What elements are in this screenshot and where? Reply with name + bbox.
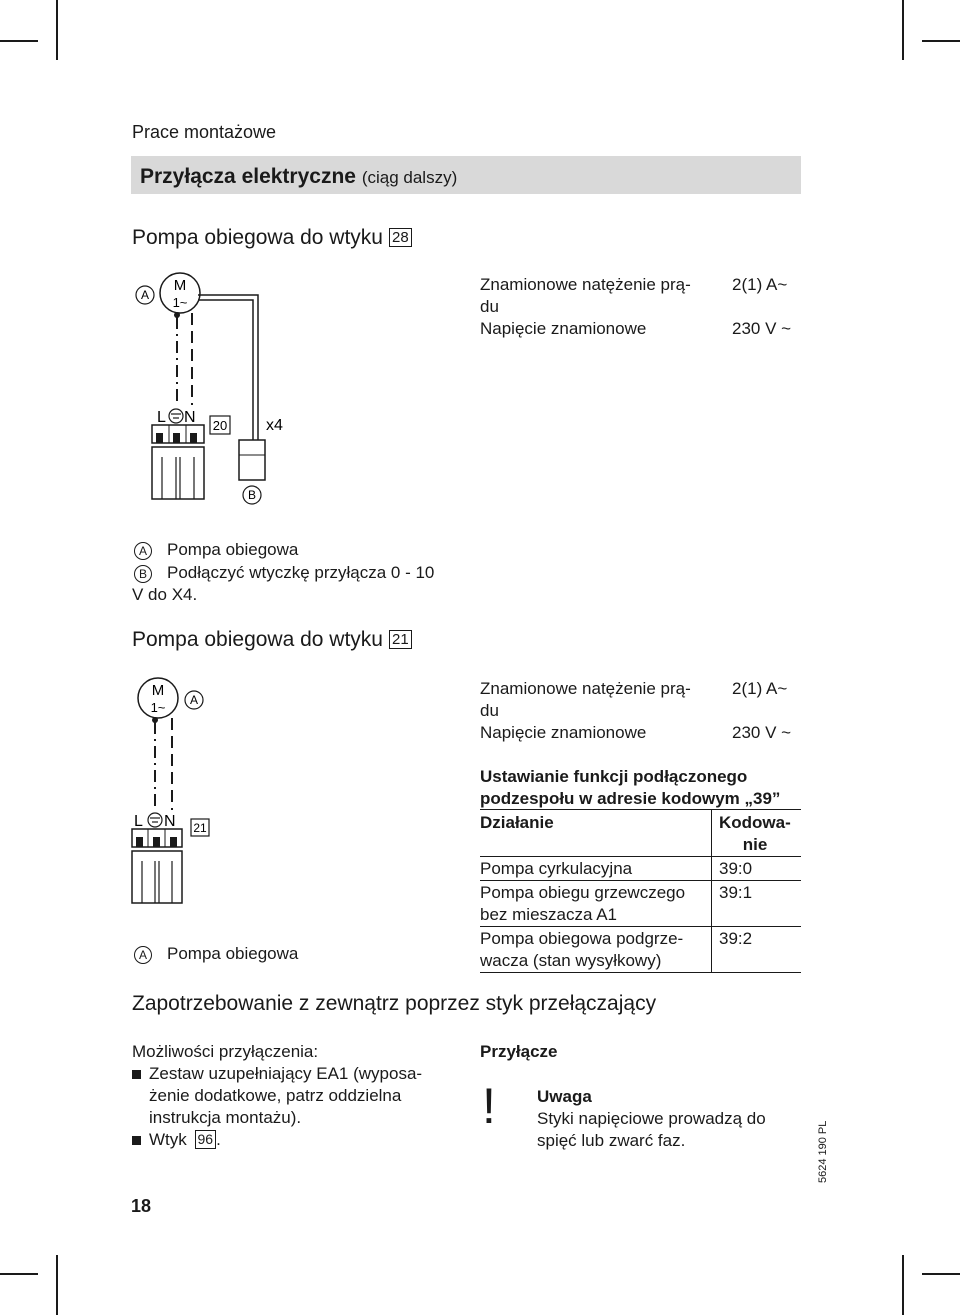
legend-line: Podłączyć wtyczkę przyłącza 0 - 10 (167, 563, 435, 582)
row-line: wacza (stan wysyłkowy) (480, 951, 662, 970)
crop-mark (0, 1273, 38, 1275)
spec-voltage-value: 230 V ~ (732, 319, 792, 338)
legend-key: A (134, 946, 152, 964)
motor-label-1: 1~ (150, 700, 166, 715)
page-title-text: Przyłącza elektryczne (140, 165, 356, 188)
list-item (132, 1129, 462, 1151)
bullet-text: Wtyk (149, 1130, 187, 1149)
note-line: Styki napięciowe prowadzą do (537, 1109, 766, 1128)
spec-label-line: du (480, 701, 499, 720)
function-table (480, 809, 801, 973)
warning-icon: ! (482, 1078, 496, 1134)
spec-current-label-21 (480, 678, 710, 722)
legend-key: A (134, 542, 152, 560)
bullet-square (132, 1070, 141, 1079)
plug-housing (132, 851, 182, 903)
note-title: Uwaga (537, 1087, 592, 1106)
plug-box-20: 20 (212, 418, 228, 433)
legend-item-a (134, 539, 299, 561)
intro-line: Ustawianie funkcji podłączonego (480, 767, 748, 786)
plug-number: 96 (195, 1130, 217, 1149)
terminal-n: N (164, 813, 176, 830)
crop-mark (56, 0, 58, 60)
crop-mark (902, 1255, 904, 1315)
bullet-line: żenie dodatkowe, patrz oddzielna (149, 1086, 402, 1105)
page-title (140, 165, 457, 190)
page-number: 18 (131, 1196, 152, 1216)
spec-voltage-value-21: 230 V ~ (732, 723, 792, 742)
row-code: 39:0 (719, 859, 753, 878)
table-row (480, 927, 801, 973)
plug-number: 28 (389, 228, 412, 247)
legend-item-b (134, 562, 152, 584)
crop-mark (0, 40, 38, 42)
table-row (480, 881, 801, 927)
row-line: bez mieszacza A1 (480, 905, 618, 924)
plug-housing (152, 447, 204, 499)
legend-key: B (134, 565, 152, 583)
crop-mark (922, 40, 960, 42)
note-line: spięć lub zwarć faz. (537, 1131, 686, 1150)
page-title-suffix: (ciąg dalszy) (361, 168, 458, 187)
function-intro (480, 766, 810, 810)
motor-label-m: M (151, 682, 165, 699)
row-function (480, 927, 712, 973)
row-code: 39:1 (719, 883, 753, 902)
ground-symbol (148, 813, 162, 827)
motor-label-1: 1~ (172, 295, 188, 310)
doc-code: 5624 190 PL (817, 1120, 829, 1183)
section-heading-pump28 (132, 226, 412, 250)
spec-label-line: Znamionowe natężenie prą- (480, 679, 691, 698)
spec-label-line: Znamionowe natężenie prą- (480, 275, 691, 294)
wiring-diagram-pump28 (120, 265, 440, 515)
ground-symbol (169, 409, 183, 423)
bullet-suffix: . (216, 1130, 221, 1149)
legend-line: V do X4. (132, 585, 198, 604)
legend-text: Pompa obiegowa (167, 540, 299, 559)
heading-text: Pompa obiegowa do wtyku (132, 226, 383, 249)
spec-voltage-label: Napięcie znamionowe (480, 319, 647, 338)
list-item (132, 1063, 462, 1129)
col-function: Działanie (480, 810, 712, 857)
bullet-line: Zestaw uzupełniający EA1 (wyposa- (149, 1064, 423, 1083)
wiring-diagram-pump21 (120, 670, 230, 910)
label-a: A (189, 693, 199, 707)
col-code-line: Kodowa- (719, 813, 791, 832)
plug-box-21: 21 (193, 821, 207, 835)
col-code (712, 810, 802, 857)
col-code-line: nie (742, 835, 768, 854)
table-row (480, 857, 801, 881)
spec-current-value: 2(1) A~ (732, 275, 788, 294)
row-function: Pompa cyrkulacyjna (480, 857, 712, 881)
plug-x4: x4 (266, 417, 283, 434)
spec-voltage-label-21: Napięcie znamionowe (480, 723, 647, 742)
table-header (480, 810, 801, 857)
terminal-l: L (157, 409, 166, 426)
crop-mark (902, 0, 904, 60)
options-label: Możliwości przyłączenia: (132, 1042, 319, 1061)
row-function (480, 881, 712, 927)
heading-text: Pompa obiegowa do wtyku (132, 628, 383, 651)
row-code: 39:2 (719, 929, 753, 948)
bullet-line: instrukcja montażu). (149, 1108, 302, 1127)
x4-connector (239, 440, 265, 480)
legend-text: Pompa obiegowa (167, 944, 299, 963)
legend-item-a-21 (134, 943, 299, 965)
bullet-square (132, 1136, 141, 1145)
spec-current-label (480, 274, 710, 318)
label-b: B (247, 488, 257, 502)
section-heading-pump21 (132, 628, 412, 652)
bullet-list (132, 1063, 462, 1151)
spec-current-value-21: 2(1) A~ (732, 679, 788, 698)
label-a: A (140, 288, 150, 302)
row-line: Pompa obiegu grzewczego (480, 883, 686, 902)
spec-label-line: du (480, 297, 499, 316)
note-text (537, 1108, 807, 1152)
section-heading-external: Zapotrzebowanie z zewnątrz poprzez styk przełączający (132, 992, 657, 1015)
connection-label: Przyłącze (480, 1042, 558, 1061)
legend-text-b (132, 562, 487, 606)
section-label: Prace montażowe (132, 122, 277, 142)
crop-mark (922, 1273, 960, 1275)
row-line: Pompa obiegowa podgrze- (480, 929, 684, 948)
motor-label-m: M (173, 277, 187, 294)
terminal-n: N (184, 409, 196, 426)
intro-line: podzespołu w adresie kodowym „39” (480, 789, 781, 808)
crop-mark (56, 1255, 58, 1315)
plug-number: 21 (389, 630, 412, 649)
terminal-l: L (134, 813, 143, 830)
